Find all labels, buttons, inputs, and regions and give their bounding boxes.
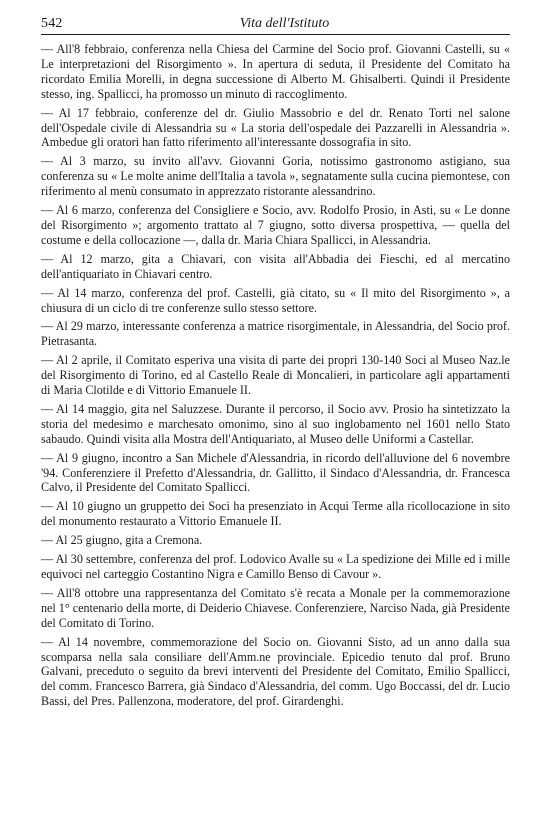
- chronicle-entry-jun-25: — Al 25 giugno, gita a Cremona.: [41, 533, 203, 548]
- chronicle-entry-mar-14: — Al 14 marzo, conferenza del prof. Castelli, già citato, su « Il mito del Risorgimento », a chiusura di un ciclo di tre conferenze sullo stesso settore.: [41, 285, 510, 315]
- chronicle-entry-may-14: — Al 14 maggio, gita nel Saluzzese. Durante il percorso, il Socio avv. Prosio ha sintetizzato la storia del medesimo e marchesato omonimo, sino al suo inglobamento nel 1601 nello Stato sabaudo. Quindi visita alla Mostra dell'Antiquariato, al Museo delle Uniformi a Castellar.: [41, 401, 510, 446]
- chronicle-entry-jun-9: — Al 9 giugno, incontro a San Michele d'Alessandria, in ricordo dell'alluvione del 6 novembre '94. Conferenziere il Prefetto d'Alessandria, dr. Gallitto, il Sindaco d'Alessandria, dr. Francesca Calvo, il Presidente del Comitato Spallicci.: [41, 450, 510, 495]
- chronicle-entry-nov-14: — Al 14 novembre, commemorazione del Socio on. Giovanni Sisto, ad un anno dalla sua scomparsa nella sala consiliare dell'Amm.ne provinciale. Epicedio tenuto dal prof. Bruno Galvani, preceduto o seguito da brevi interventi del Presidente del Comitato, Emilio Spallicci, del comm. Francesco Barrera, già Sindaco d'Alessandria, del comm. Ugo Boccassi, del dr. Lucio Bassi, del Pres. Pallenzona, moderatore, del prof. Girardenghi.: [41, 634, 510, 709]
- running-title: Vita dell'Istituto: [239, 16, 330, 31]
- page-header: [41, 14, 510, 35]
- chronicle-entry-feb-17: — Al 17 febbraio, conferenze del dr. Giulio Massobrio e del dr. Renato Torti nel salone dell'Ospedale civile di Alessandria su « La storia dell'ospedale dei Pazzarelli in Alessandria ». Ambedue gli oratori han fatto riferimento all'interessante dossografia in sito.: [41, 105, 510, 150]
- chronicle-entry-mar-6: — Al 6 marzo, conferenza del Consigliere e Socio, avv. Rodolfo Prosio, in Asti, su « Le donne del Risorgimento »; argomento trattato al 7 giugno, sotto diversa prospettiva, — quella del costume e della collocazione —, dalla dr. Maria Chiara Spallicci, in Alessandria.: [41, 203, 510, 247]
- chronicle-entry-apr-2: — Al 2 aprile, il Comitato esperiva una visita di parte dei propri 130-140 Soci al Museo Naz.le del Risorgimento di Torino, ed al Castello Reale di Moncalieri, in particolare agli appartamenti di Maria Clotilde e di Vittorio Emanuele II.: [41, 353, 510, 398]
- chronicle-entry-feb-8: — All'8 febbraio, conferenza nella Chiesa del Carmine del Socio prof. Giovanni Castelli, su « Le interpretazioni del Risorgimento ». In apertura di seduta, il Presidente del Comitato ha ricordato Emilia Morelli, in degna successione di Alberto M. Ghisalberti. Quindi il Presidente stesso, ing. Spallicci, ha promosso un minuto di raccoglimento.: [41, 42, 510, 101]
- chronicle-entry-mar-3: — Al 3 marzo, su invito all'avv. Giovanni Goria, notissimo gastronomo astigiano, sua conferenza su « Le molte anime dell'Italia a tavola », segnatamente sulla cucina piemontese, con riferimento al menù consumato in apprezzato ristorante alessandrino.: [41, 154, 510, 199]
- chronicle-entry-mar-12: — Al 12 marzo, gita a Chiavari, con visita all'Abbadia dei Fieschi, ed al mercatino dell'antiquariato in Chiavari centro.: [41, 251, 510, 281]
- chronicle-entry-oct-8: — All'8 ottobre una rappresentanza del Comitato s'è recata a Monale per la commemorazione nel 1° centenario della morte, di Deiderio Chiavese. Conferenziere, Narciso Nada, già Presidente del Comitato di Torino.: [41, 585, 510, 630]
- chronicle-entry-mar-29: — Al 29 marzo, interessante conferenza a matrice risorgimentale, in Alessandria, del Socio prof. Pietrasanta.: [41, 319, 510, 349]
- chronicle-entry-jun-10: — Al 10 giugno un gruppetto dei Soci ha presenziato in Acqui Terme alla ricollocazione in sito del monumento restaurato a Vittorio Emanuele II.: [41, 499, 510, 529]
- chronicle-entry-sep-30: — Al 30 settembre, conferenza del prof. Lodovico Avalle su « La spedizione dei Mille ed i mille equivoci nel carteggio Costantino Nigra e Camillo Benso di Cavour ».: [41, 552, 510, 581]
- page-number: 542: [41, 16, 63, 31]
- chronicle-entries: [41, 42, 510, 709]
